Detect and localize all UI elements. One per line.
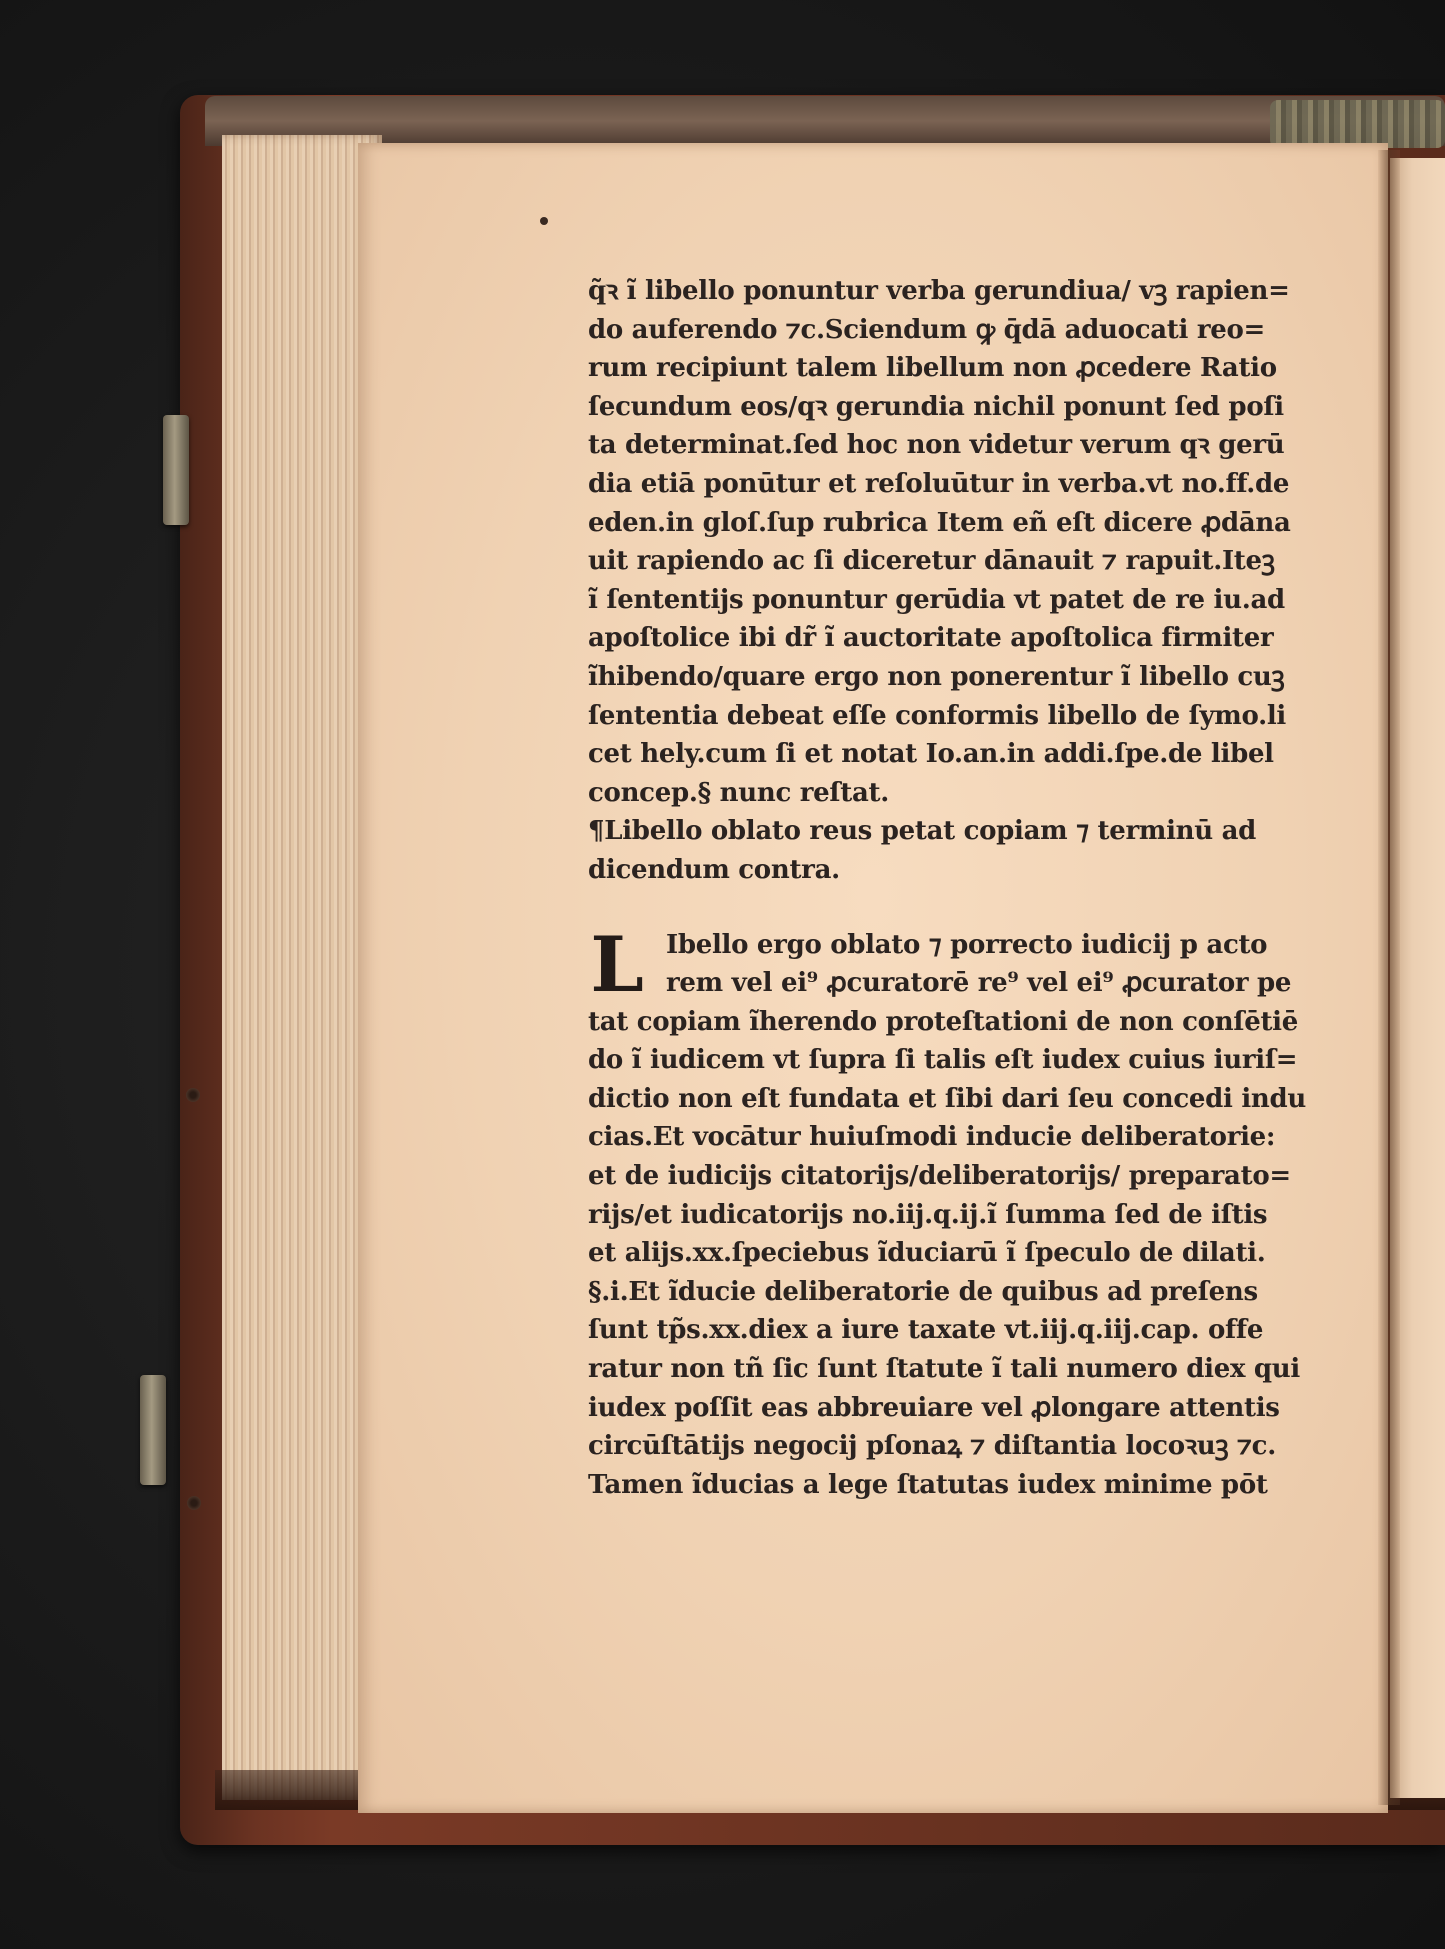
first-section bbox=[588, 272, 1358, 812]
text-line: ſecundum eos/qꝛ gerundia nichil ponunt ſed poſi bbox=[588, 391, 1284, 422]
text-line: do ĩ iudicem vt ſupra ſi talis eſt iudex cuius iuriſ= bbox=[588, 1045, 1298, 1076]
text-line: dia etiā ponūtur et reſoluūtur in verba.vt no.ff.de bbox=[588, 468, 1290, 499]
text-line: et de iudicijs citatorijs/deliberatorijs/ preparato= bbox=[588, 1161, 1291, 1192]
clasp-icon bbox=[163, 415, 189, 525]
text-line: iudex poſſit eas abbreuiare vel ꝓlongare attentis bbox=[588, 1392, 1280, 1423]
text-line: q̃ꝛ ĩ libello ponuntur verba gerundiua/ vꝫ rapien= bbox=[588, 276, 1290, 306]
rubric-marker: ¶ bbox=[588, 816, 605, 847]
text-line: cias.Et vocātur huiuſmodi inducie deliberatorie: bbox=[588, 1122, 1276, 1153]
text-line: ſunt tp̃s.xx.diex a iure taxate vt.iij.q.iij.cap. offe bbox=[588, 1315, 1264, 1346]
text-line: dictio non eſt fundata et ſibi dari ſeu concedi indu bbox=[588, 1083, 1307, 1114]
cover-top-edge bbox=[205, 96, 1445, 146]
second-section bbox=[588, 1003, 1358, 1505]
text-line: rem vel ei⁹ ꝓcuratorē re⁹ vel ei⁹ ꝓcurator pe bbox=[666, 968, 1292, 999]
text-line: et alijs.xx.ſpeciebus ĩduciarū ĩ ſpeculo de dilati. bbox=[588, 1238, 1266, 1269]
text-line: cet hely.cum ſi et notat Io.an.in addi.ſpe.de libel bbox=[588, 739, 1274, 770]
rubric-line bbox=[588, 812, 1358, 851]
text-line: apoſtolice ibi dr̃ ĩ auctoritate apoſtolica firmiter bbox=[588, 623, 1274, 654]
text-line: ſententia debeat eſſe conformis libello de ſymo.li bbox=[588, 700, 1286, 731]
text-line: circūſtātijs negocij pſonaꝝ ⁊ diſtantia locoꝛuꝫ ⁊c. bbox=[588, 1431, 1276, 1462]
ink-speck bbox=[540, 217, 548, 225]
clasp-icon bbox=[140, 1375, 166, 1485]
nail-icon bbox=[187, 1496, 201, 1510]
text-line: Tamen ĩducias a lege ſtatutas iudex minime pōt bbox=[588, 1469, 1268, 1500]
initial-block bbox=[588, 919, 1358, 1009]
text-line: ratur non tñ ſic ſunt ſtatute ĩ tali numero diex qui bbox=[588, 1354, 1300, 1385]
section-gap bbox=[588, 890, 1358, 926]
gutter-shadow bbox=[1378, 150, 1400, 1805]
headband bbox=[1270, 100, 1445, 148]
text-line: rijs/et iudicatorijs no.iij.q.ij.ĩ ſumma ſed de iſtis bbox=[588, 1199, 1268, 1230]
text-line: do auferendo ⁊c.Sciendum ꝙ q̄dā aduocati reo= bbox=[588, 314, 1265, 345]
page-text bbox=[588, 272, 1358, 1504]
nail-icon bbox=[186, 1088, 200, 1102]
text-line: §.i.Et ĩducie deliberatorie de quibus ad preſens bbox=[588, 1276, 1258, 1307]
initial-letter: L bbox=[590, 919, 644, 1009]
rubric-line: dicendum contra. bbox=[588, 854, 840, 885]
rubric-text: Libello oblato reus petat copiam ⁊ terminū ad bbox=[604, 816, 1257, 847]
text-line: ta determinat.ſed hoc non videtur verum qꝛ gerū bbox=[588, 430, 1285, 461]
text-line: concep.§ nunc reſtat. bbox=[588, 777, 889, 808]
text-line: rum recipiunt talem libellum non ꝓcedere Ratio bbox=[588, 353, 1277, 384]
text-line: ĩhibendo/quare ergo non ponerentur ĩ libello cuꝫ bbox=[588, 661, 1285, 692]
text-line: tat copiam ĩherendo proteſtationi de non conſētiē bbox=[588, 1006, 1298, 1037]
text-line: ĩ ſententijs ponuntur gerūdia vt patet de re iu.ad bbox=[588, 584, 1285, 615]
text-line: Ibello ergo oblato ⁊ porrecto iudicij p acto bbox=[666, 929, 1268, 960]
text-line: eden.in gloſ.ſup rubrica Item eñ eſt dicere ꝓdāna bbox=[588, 507, 1291, 538]
text-line: uit rapiendo ac ſi diceretur dānauit ⁊ rapuit.Iteꝫ bbox=[588, 546, 1275, 577]
